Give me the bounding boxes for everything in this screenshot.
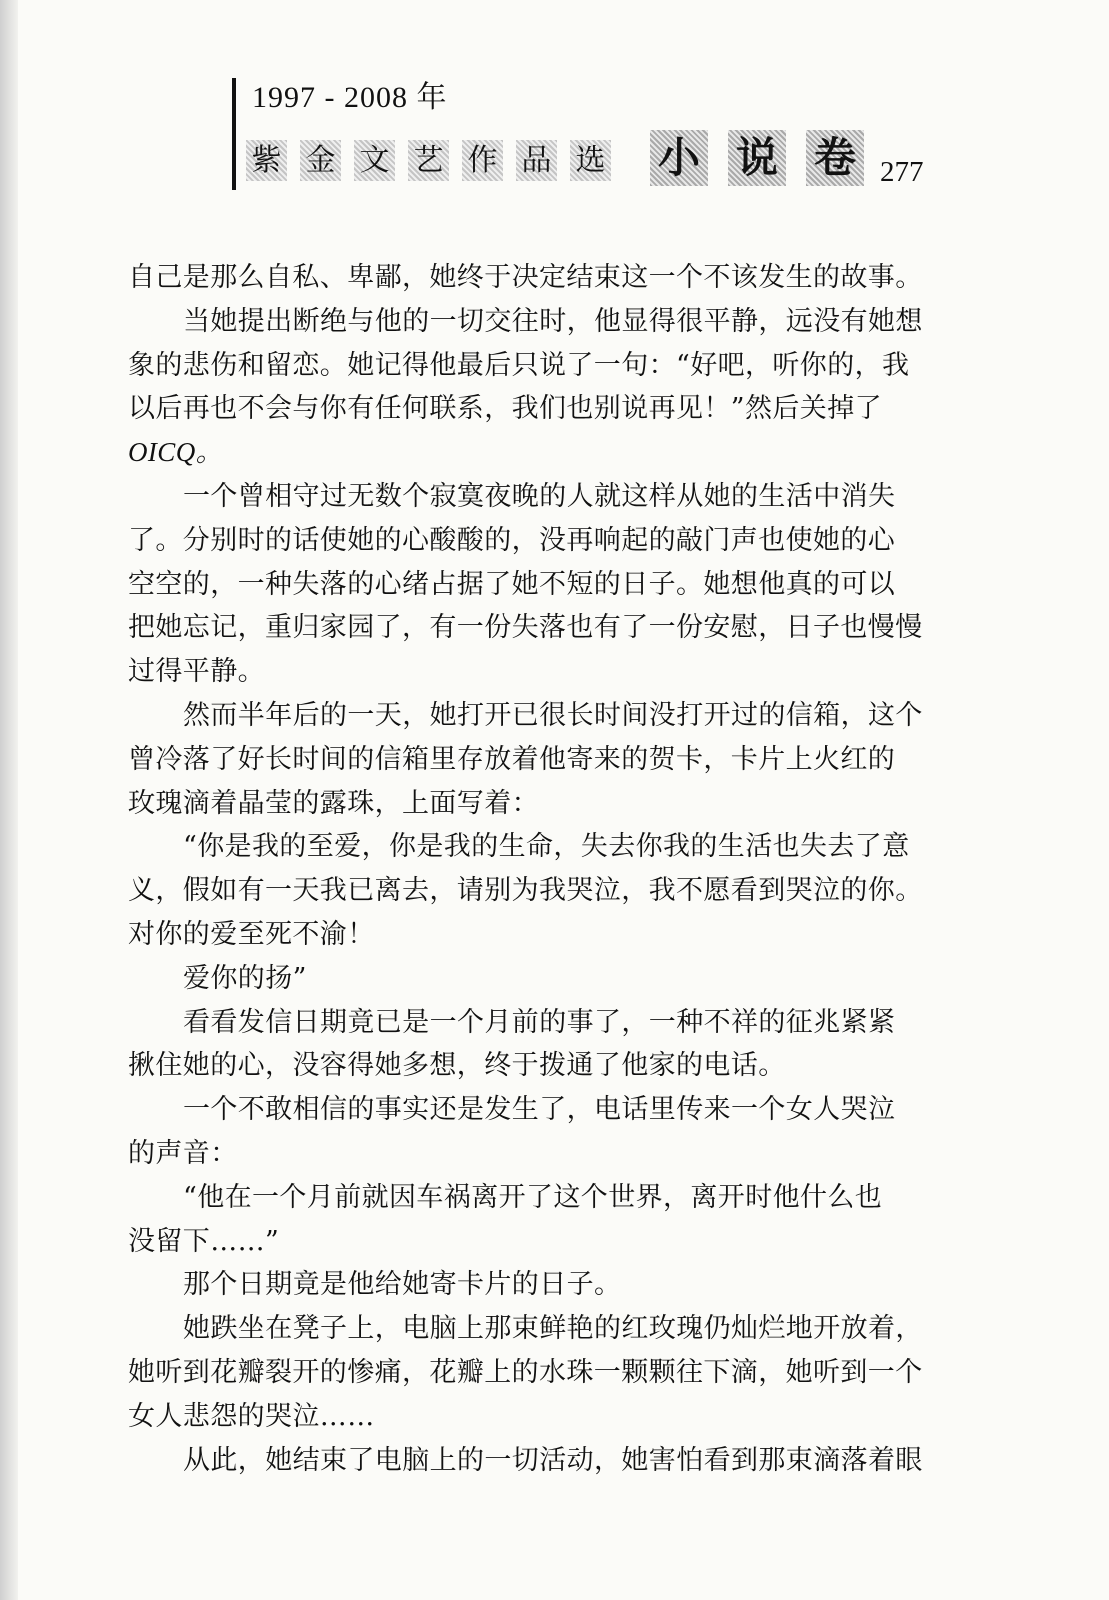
body-text: [128, 256, 958, 1482]
text-line: 自己是那么自私、卑鄙，她终于决定结束这一个不该发生的故事。: [128, 262, 923, 293]
series-title-char: 艺: [408, 140, 449, 181]
text-line: 义，假如有一天我已离去，请别为我哭泣，我不愿看到哭泣的你。: [128, 875, 923, 907]
text-line: 过得平静。: [128, 656, 265, 688]
series-title-char: 文: [354, 140, 395, 181]
text-line: 当她提出断绝与他的一切交往时，他显得很平静，远没有她想: [183, 305, 923, 337]
header-volume-title: [650, 130, 864, 186]
text-line: “他在一个月前就因车祸离开了这个世界，离开时他什么也: [183, 1181, 883, 1213]
series-title-char: 选: [570, 140, 611, 181]
page-number: 277: [880, 156, 924, 188]
text-line: 象的悲伤和留恋。她记得他最后只说了一句：“好吧，听你的，我: [128, 349, 910, 381]
text-line: “你是我的至爱，你是我的生命，失去你我的生活也失去了意: [183, 831, 910, 863]
text-line: 她听到花瓣裂开的惨痛，花瓣上的水珠一颗颗往下滴，她听到一个: [128, 1356, 923, 1388]
series-title-char: 紫: [246, 140, 287, 181]
header-series-title: [246, 140, 611, 181]
text-line: 一个曾相守过无数个寂寞夜晚的人就这样从她的生活中消失: [183, 480, 896, 512]
text-line: 那个日期竟是他给她寄卡片的日子。: [183, 1269, 622, 1301]
text-line: 对你的爱至死不渝！: [128, 918, 375, 950]
text-line: 爱你的扬”: [183, 962, 307, 994]
series-title-char: 作: [462, 140, 503, 181]
text-line: 以后再也不会与你有任何联系，我们也别说再见！”然后关掉了: [128, 393, 883, 425]
text-line: 看看发信日期竟已是一个月前的事了，一种不祥的征兆紧紧: [183, 1006, 896, 1038]
text-line: 从此，她结束了电脑上的一切活动，她害怕看到那束滴落着眼: [183, 1444, 923, 1476]
text-line: 把她忘记，重归家园了，有一份失落也有了一份安慰，日子也慢慢: [128, 612, 923, 644]
text-line: 没留下……”: [128, 1225, 280, 1257]
header-year-range: 1997 - 2008 年: [252, 81, 448, 114]
header-vertical-rule: [232, 78, 236, 190]
text-line: OICQ。: [128, 437, 223, 468]
series-title-char: 品: [516, 140, 557, 181]
text-line: 她跌坐在凳子上，电脑上那束鲜艳的红玫瑰仍灿烂地开放着，: [183, 1313, 923, 1345]
text-line: 一个不敢相信的事实还是发生了，电话里传来一个女人哭泣: [183, 1094, 896, 1126]
volume-title-char: 卷: [806, 130, 864, 186]
text-line: 女人悲怨的哭泣……: [128, 1400, 375, 1432]
text-line: 玫瑰滴着晶莹的露珠，上面写着：: [128, 787, 539, 819]
volume-title-char: 小: [650, 130, 708, 186]
text-line: 的声音：: [128, 1137, 238, 1169]
text-line: 空空的，一种失落的心绪占据了她不短的日子。她想他真的可以: [128, 568, 896, 600]
page-binding-shadow: [0, 0, 18, 1600]
text-line: 曾冷落了好长时间的信箱里存放着他寄来的贺卡，卡片上火红的: [128, 743, 896, 775]
volume-title-char: 说: [728, 130, 786, 186]
text-line: 了。分别时的话使她的心酸酸的，没再响起的敲门声也使她的心: [128, 524, 896, 556]
text-line: 然而半年后的一天，她打开已很长时间没打开过的信箱，这个: [183, 699, 923, 731]
series-title-char: 金: [300, 140, 341, 181]
text-line: 揪住她的心，没容得她多想，终于拨通了他家的电话。: [128, 1050, 786, 1082]
